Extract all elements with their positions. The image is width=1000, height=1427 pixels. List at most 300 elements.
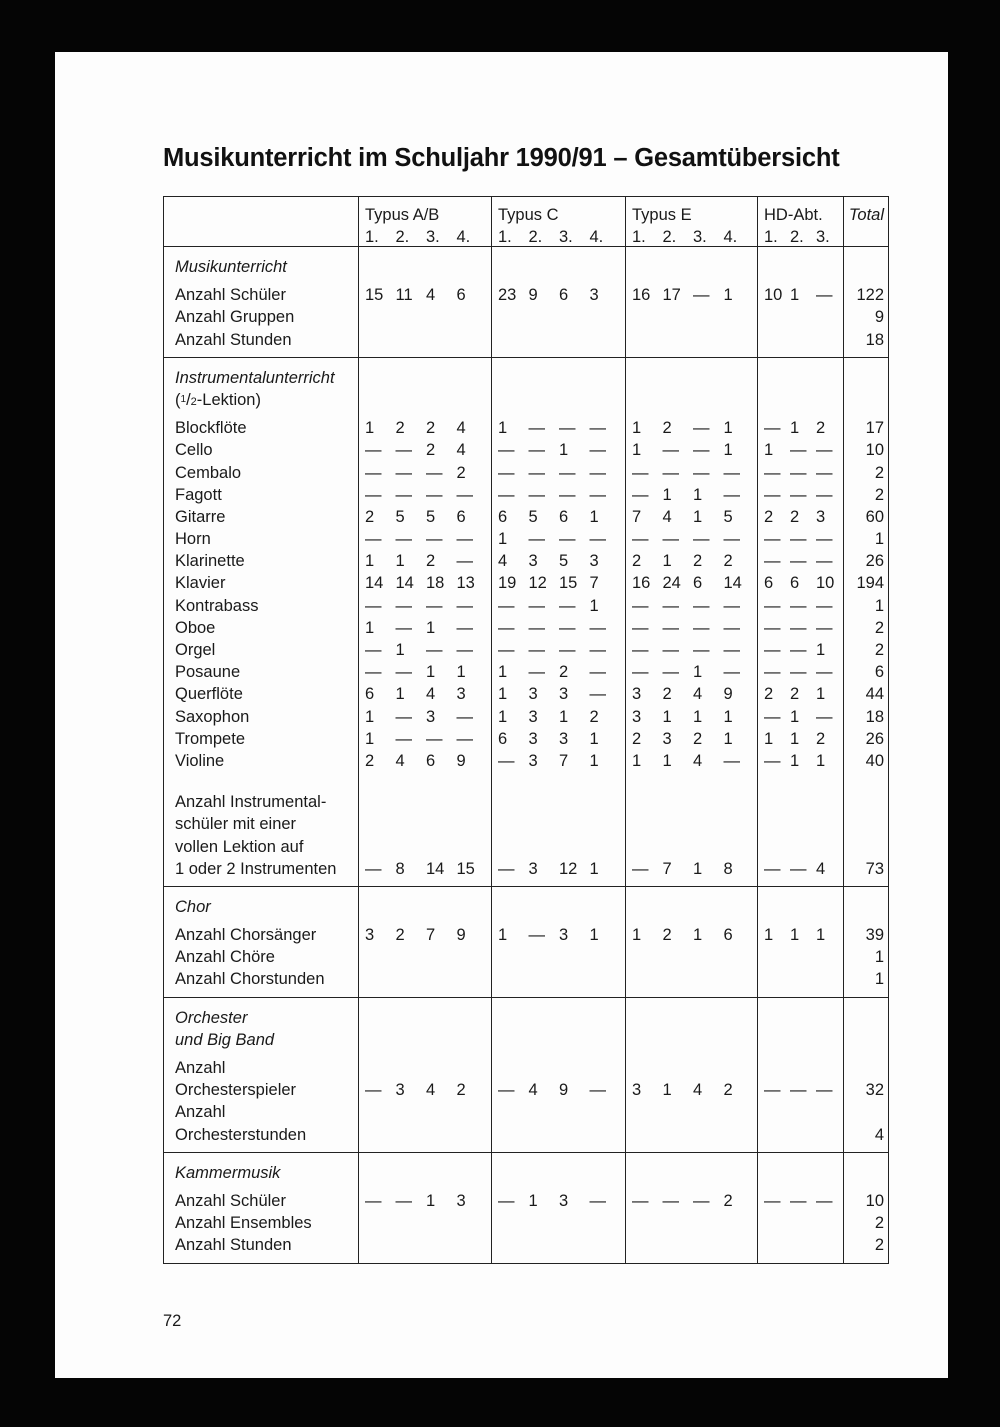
value-cell: 1 bbox=[559, 441, 569, 460]
value-cell: — bbox=[395, 663, 412, 682]
column-divider bbox=[358, 197, 359, 246]
value-cell: 3 bbox=[559, 926, 569, 945]
value-cell: 3 bbox=[528, 685, 538, 704]
value-cell: — bbox=[764, 1191, 781, 1210]
value-group bbox=[359, 617, 492, 639]
total-cell bbox=[844, 896, 888, 918]
value-cell: — bbox=[723, 463, 740, 482]
value-cell: 15 bbox=[559, 574, 578, 593]
value-cell: — bbox=[498, 859, 515, 878]
label-row bbox=[164, 946, 888, 968]
value-group bbox=[626, 946, 758, 968]
value-group bbox=[492, 389, 626, 411]
value-cell: 1 bbox=[395, 685, 405, 704]
value-cell: — bbox=[816, 1081, 833, 1100]
value-cell: 2 bbox=[426, 441, 436, 460]
value-group bbox=[359, 1162, 492, 1184]
table-row bbox=[164, 572, 888, 594]
table-row bbox=[164, 484, 888, 506]
value-cell: — bbox=[816, 530, 833, 549]
section-heading: Chor bbox=[175, 897, 211, 916]
value-group bbox=[626, 1057, 758, 1079]
table-row bbox=[164, 750, 888, 772]
row-label: Klavier bbox=[175, 574, 226, 593]
value-cell: 2 bbox=[790, 507, 800, 526]
value-group bbox=[758, 595, 844, 617]
value-cell: — bbox=[498, 751, 515, 770]
value-group bbox=[626, 924, 758, 946]
row-label: Cembalo bbox=[175, 463, 242, 482]
value-group bbox=[492, 924, 626, 946]
total-cell: 60 bbox=[865, 507, 884, 526]
year-label: 4. bbox=[723, 228, 738, 247]
spacer bbox=[164, 772, 888, 791]
value-group bbox=[492, 572, 626, 594]
value-group bbox=[492, 506, 626, 528]
row-label: Anzahl Instrumental- bbox=[175, 793, 327, 812]
row-label: 1 oder 2 Instrumenten bbox=[175, 859, 337, 878]
value-group bbox=[359, 484, 492, 506]
value-cell: — bbox=[764, 552, 781, 571]
year-label: 3. bbox=[426, 228, 440, 247]
section-heading: und Big Band bbox=[175, 1030, 275, 1049]
value-cell: 1 bbox=[498, 685, 508, 704]
value-group bbox=[492, 1007, 626, 1029]
value-cell: 5 bbox=[426, 507, 436, 526]
value-cell: 2 bbox=[723, 1081, 733, 1100]
value-cell: — bbox=[693, 441, 710, 460]
value-cell: — bbox=[456, 596, 473, 615]
label-row bbox=[164, 896, 888, 918]
value-cell: — bbox=[365, 859, 382, 878]
total-cell: 1 bbox=[874, 530, 884, 549]
value-cell: 2 bbox=[456, 463, 466, 482]
total-cell bbox=[844, 1162, 888, 1184]
section-heading: Musikunterricht bbox=[175, 258, 287, 276]
value-group bbox=[359, 728, 492, 750]
value-cell: 1 bbox=[395, 641, 405, 659]
value-cell: — bbox=[395, 463, 412, 482]
total-cell bbox=[844, 813, 888, 835]
total-cell: 2 bbox=[874, 1214, 884, 1233]
value-group bbox=[626, 1124, 758, 1146]
row-label: Orgel bbox=[175, 641, 216, 659]
value-group bbox=[758, 506, 844, 528]
value-cell: 1 bbox=[693, 485, 703, 504]
value-cell: 3 bbox=[528, 729, 538, 748]
value-cell: 1 bbox=[816, 685, 826, 704]
value-group bbox=[359, 1101, 492, 1123]
total-cell: 194 bbox=[856, 574, 884, 593]
value-group bbox=[359, 661, 492, 683]
value-cell: 6 bbox=[456, 286, 466, 305]
value-cell: — bbox=[662, 463, 679, 482]
value-cell: 4 bbox=[693, 1081, 703, 1100]
value-group bbox=[626, 306, 758, 328]
value-group bbox=[492, 813, 626, 835]
value-cell: — bbox=[662, 663, 679, 682]
value-cell: 3 bbox=[365, 926, 375, 945]
value-cell: 11 bbox=[395, 286, 413, 305]
value-cell: 3 bbox=[589, 552, 599, 571]
value-cell: 7 bbox=[559, 751, 569, 770]
row-label: Cello bbox=[175, 441, 213, 460]
label-row bbox=[164, 389, 888, 411]
value-group bbox=[492, 484, 626, 506]
value-cell: 1 bbox=[365, 707, 375, 726]
label-row bbox=[164, 256, 888, 278]
row-label: Anzahl Gruppen bbox=[175, 308, 295, 327]
value-cell: — bbox=[790, 1081, 807, 1100]
value-cell: — bbox=[559, 463, 576, 482]
value-cell: — bbox=[589, 419, 606, 438]
value-group bbox=[758, 946, 844, 968]
column-divider bbox=[843, 247, 844, 357]
row-label: Anzahl Chorsänger bbox=[175, 926, 317, 945]
value-cell: 3 bbox=[395, 1081, 405, 1100]
value-cell: — bbox=[723, 641, 740, 659]
total-cell bbox=[844, 1101, 888, 1123]
row-label: schüler mit einer bbox=[175, 815, 297, 834]
value-cell: 10 bbox=[816, 574, 835, 593]
value-cell: — bbox=[589, 530, 606, 549]
value-group bbox=[758, 462, 844, 484]
value-cell: 1 bbox=[632, 419, 642, 438]
value-cell: 5 bbox=[559, 552, 569, 571]
value-group bbox=[626, 417, 758, 439]
value-group bbox=[626, 439, 758, 461]
value-cell: 3 bbox=[632, 1081, 642, 1100]
value-group bbox=[359, 896, 492, 918]
value-cell: 1 bbox=[662, 707, 672, 726]
value-cell: — bbox=[764, 859, 781, 878]
value-group bbox=[492, 836, 626, 858]
value-cell: — bbox=[589, 663, 606, 682]
row-label: Klarinette bbox=[175, 552, 245, 571]
value-cell: — bbox=[632, 530, 649, 549]
value-cell: 2 bbox=[693, 552, 703, 571]
value-group bbox=[359, 1007, 492, 1029]
total-cell bbox=[844, 1007, 888, 1029]
value-cell: 1 bbox=[365, 419, 375, 438]
value-cell: 4 bbox=[498, 552, 508, 571]
value-group bbox=[359, 924, 492, 946]
label-row bbox=[164, 1124, 888, 1146]
value-cell: 6 bbox=[693, 574, 703, 593]
value-cell: — bbox=[528, 463, 545, 482]
row-label: Anzahl Chöre bbox=[175, 948, 275, 967]
value-group bbox=[626, 284, 758, 306]
value-cell: 1 bbox=[365, 618, 375, 637]
value-cell: 1 bbox=[426, 663, 436, 682]
value-group bbox=[758, 439, 844, 461]
row-label: Kontrabass bbox=[175, 596, 259, 615]
value-cell: — bbox=[662, 530, 679, 549]
value-cell: 1 bbox=[662, 751, 672, 770]
value-cell: — bbox=[632, 859, 649, 878]
value-group bbox=[492, 1101, 626, 1123]
value-cell: 6 bbox=[498, 729, 508, 748]
total-cell: 2 bbox=[874, 641, 884, 659]
column-divider bbox=[491, 247, 492, 357]
column-divider bbox=[491, 197, 492, 246]
value-cell: 1 bbox=[764, 441, 774, 460]
value-cell: — bbox=[456, 618, 473, 637]
value-cell: — bbox=[790, 485, 807, 504]
column-divider bbox=[358, 998, 359, 1152]
row-label: Horn bbox=[175, 530, 211, 549]
value-cell: — bbox=[589, 618, 606, 637]
value-group bbox=[758, 484, 844, 506]
value-group bbox=[359, 968, 492, 990]
value-cell: — bbox=[632, 641, 649, 659]
value-cell: — bbox=[456, 552, 473, 571]
column-divider bbox=[625, 998, 626, 1152]
value-cell: 1 bbox=[589, 926, 599, 945]
value-group bbox=[359, 506, 492, 528]
value-cell: 1 bbox=[723, 419, 733, 438]
value-cell: 3 bbox=[528, 552, 538, 571]
value-cell: 3 bbox=[559, 1191, 569, 1210]
value-cell: — bbox=[764, 751, 781, 770]
value-cell: 2 bbox=[662, 685, 672, 704]
value-cell: — bbox=[693, 463, 710, 482]
value-group bbox=[492, 462, 626, 484]
value-cell: 4 bbox=[693, 751, 703, 770]
value-cell: — bbox=[498, 441, 515, 460]
value-cell: — bbox=[632, 618, 649, 637]
value-cell: — bbox=[365, 596, 382, 615]
value-cell: 7 bbox=[426, 926, 436, 945]
section-heading: Kammermusik bbox=[175, 1163, 281, 1182]
value-cell: 2 bbox=[426, 419, 436, 438]
value-group bbox=[492, 1079, 626, 1101]
value-group bbox=[359, 1234, 492, 1256]
value-cell: 1 bbox=[662, 552, 672, 571]
value-cell: 18 bbox=[426, 574, 445, 593]
value-cell: 7 bbox=[632, 507, 642, 526]
value-cell: 14 bbox=[395, 574, 414, 593]
value-cell: 1 bbox=[816, 751, 826, 770]
overview-table bbox=[163, 196, 889, 1264]
value-cell: — bbox=[395, 441, 412, 460]
value-cell: 14 bbox=[426, 859, 445, 878]
value-cell: 1 bbox=[589, 729, 599, 748]
value-cell: 1 bbox=[589, 751, 599, 770]
section-heading: Orchester bbox=[175, 1008, 248, 1027]
value-cell: — bbox=[395, 707, 412, 726]
total-cell: 26 bbox=[865, 552, 884, 571]
row-label: Fagott bbox=[175, 485, 222, 504]
column-divider bbox=[757, 887, 758, 997]
row-label: Anzahl Ensembles bbox=[175, 1214, 312, 1233]
table-row bbox=[164, 284, 888, 306]
value-cell: 14 bbox=[365, 574, 384, 593]
value-cell: 1 bbox=[662, 485, 672, 504]
total-cell: 44 bbox=[865, 685, 884, 704]
value-cell: — bbox=[764, 707, 781, 726]
value-cell: — bbox=[693, 1191, 710, 1210]
value-cell: 3 bbox=[456, 685, 466, 704]
total-cell bbox=[844, 367, 888, 389]
value-group bbox=[492, 791, 626, 813]
value-group bbox=[626, 595, 758, 617]
total-cell: 17 bbox=[865, 419, 884, 438]
value-cell: 1 bbox=[632, 926, 642, 945]
table-header bbox=[164, 197, 888, 246]
total-cell bbox=[844, 389, 888, 411]
column-divider bbox=[491, 887, 492, 997]
label-row bbox=[164, 1029, 888, 1051]
value-cell: — bbox=[816, 596, 833, 615]
value-group bbox=[758, 389, 844, 411]
row-label: Anzahl Chorstunden bbox=[175, 970, 325, 989]
value-cell: 1 bbox=[790, 926, 800, 945]
total-cell: 18 bbox=[865, 330, 884, 349]
value-group bbox=[492, 1234, 626, 1256]
value-group bbox=[359, 417, 492, 439]
value-cell: 3 bbox=[528, 859, 538, 878]
value-group bbox=[492, 306, 626, 328]
value-cell: 1 bbox=[790, 707, 800, 726]
value-cell: — bbox=[426, 729, 443, 748]
value-cell: — bbox=[693, 618, 710, 637]
value-cell: 2 bbox=[589, 707, 599, 726]
column-divider bbox=[491, 998, 492, 1152]
value-group bbox=[758, 284, 844, 306]
value-cell: — bbox=[456, 707, 473, 726]
value-cell: 5 bbox=[395, 507, 405, 526]
value-group bbox=[626, 968, 758, 990]
value-cell: — bbox=[395, 618, 412, 637]
value-cell: 3 bbox=[528, 751, 538, 770]
value-cell: 3 bbox=[816, 507, 826, 526]
value-cell: — bbox=[365, 485, 382, 504]
value-cell: — bbox=[589, 641, 606, 659]
value-cell: — bbox=[764, 663, 781, 682]
label-row bbox=[164, 1007, 888, 1029]
page-number: 72 bbox=[163, 1312, 182, 1330]
value-cell: 6 bbox=[790, 574, 800, 593]
total-cell bbox=[844, 1057, 888, 1079]
value-group bbox=[492, 617, 626, 639]
column-divider bbox=[358, 247, 359, 357]
value-cell: 1 bbox=[693, 707, 703, 726]
value-cell: — bbox=[365, 530, 382, 549]
column-divider bbox=[625, 887, 626, 997]
value-group bbox=[492, 1212, 626, 1234]
value-group bbox=[359, 706, 492, 728]
value-cell: — bbox=[790, 859, 807, 878]
value-cell: — bbox=[498, 1191, 515, 1210]
value-cell: — bbox=[764, 485, 781, 504]
value-cell: — bbox=[498, 1081, 515, 1100]
value-cell: 19 bbox=[498, 574, 517, 593]
value-group bbox=[758, 858, 844, 880]
value-group bbox=[626, 550, 758, 572]
value-cell: 2 bbox=[662, 926, 672, 945]
value-group bbox=[492, 550, 626, 572]
label-row bbox=[164, 1101, 888, 1123]
value-cell: 2 bbox=[764, 507, 774, 526]
value-cell: — bbox=[790, 596, 807, 615]
value-cell: 1 bbox=[589, 596, 599, 615]
value-group bbox=[359, 750, 492, 772]
row-label: Orchesterspieler bbox=[175, 1081, 297, 1100]
value-group bbox=[492, 1190, 626, 1212]
total-cell bbox=[844, 256, 888, 278]
value-cell: 6 bbox=[559, 286, 569, 305]
year-label: 3. bbox=[559, 228, 573, 247]
value-cell: — bbox=[632, 463, 649, 482]
table-row bbox=[164, 550, 888, 572]
table-row bbox=[164, 417, 888, 439]
value-cell: 1 bbox=[723, 729, 733, 748]
value-group bbox=[758, 791, 844, 813]
value-group bbox=[758, 306, 844, 328]
value-cell: 2 bbox=[365, 751, 375, 770]
value-cell: 1 bbox=[426, 1191, 436, 1210]
value-cell: 3 bbox=[559, 685, 569, 704]
value-cell: 6 bbox=[498, 507, 508, 526]
total-cell: 1 bbox=[874, 948, 884, 967]
value-cell: 12 bbox=[528, 574, 547, 593]
value-group bbox=[359, 683, 492, 705]
value-cell: — bbox=[790, 463, 807, 482]
table-row bbox=[164, 506, 888, 528]
value-cell: — bbox=[528, 926, 545, 945]
value-cell: — bbox=[764, 419, 781, 438]
value-group bbox=[359, 256, 492, 278]
column-divider bbox=[625, 247, 626, 357]
header-group-name: Typus C bbox=[498, 206, 559, 224]
column-divider bbox=[843, 998, 844, 1152]
value-cell: — bbox=[589, 485, 606, 504]
value-cell: 2 bbox=[426, 552, 436, 571]
value-cell: — bbox=[693, 596, 710, 615]
value-cell: — bbox=[790, 641, 807, 659]
value-cell: 8 bbox=[723, 859, 733, 878]
value-cell: 10 bbox=[764, 286, 783, 305]
value-group bbox=[626, 1162, 758, 1184]
value-cell: 12 bbox=[559, 859, 578, 878]
value-group bbox=[758, 1124, 844, 1146]
value-group bbox=[492, 639, 626, 661]
value-cell: 9 bbox=[723, 685, 733, 704]
value-cell: — bbox=[662, 1191, 679, 1210]
value-group bbox=[758, 1079, 844, 1101]
value-group bbox=[758, 417, 844, 439]
label-row bbox=[164, 367, 888, 389]
row-label: Anzahl Schüler bbox=[175, 286, 286, 305]
row-label: Anzahl bbox=[175, 1103, 226, 1122]
value-cell: — bbox=[693, 419, 710, 438]
value-cell: 1 bbox=[589, 507, 599, 526]
column-divider bbox=[757, 197, 758, 246]
value-cell: — bbox=[559, 419, 576, 438]
value-group bbox=[492, 1124, 626, 1146]
value-cell: 2 bbox=[365, 507, 375, 526]
value-cell: — bbox=[790, 663, 807, 682]
value-cell: 9 bbox=[528, 286, 538, 305]
value-cell: — bbox=[559, 641, 576, 659]
header-group-name: HD-Abt. bbox=[764, 206, 823, 224]
value-group bbox=[626, 329, 758, 351]
total-cell: 10 bbox=[865, 1191, 884, 1210]
value-cell: 1 bbox=[528, 1191, 538, 1210]
value-cell: 7 bbox=[662, 859, 672, 878]
value-group bbox=[758, 256, 844, 278]
